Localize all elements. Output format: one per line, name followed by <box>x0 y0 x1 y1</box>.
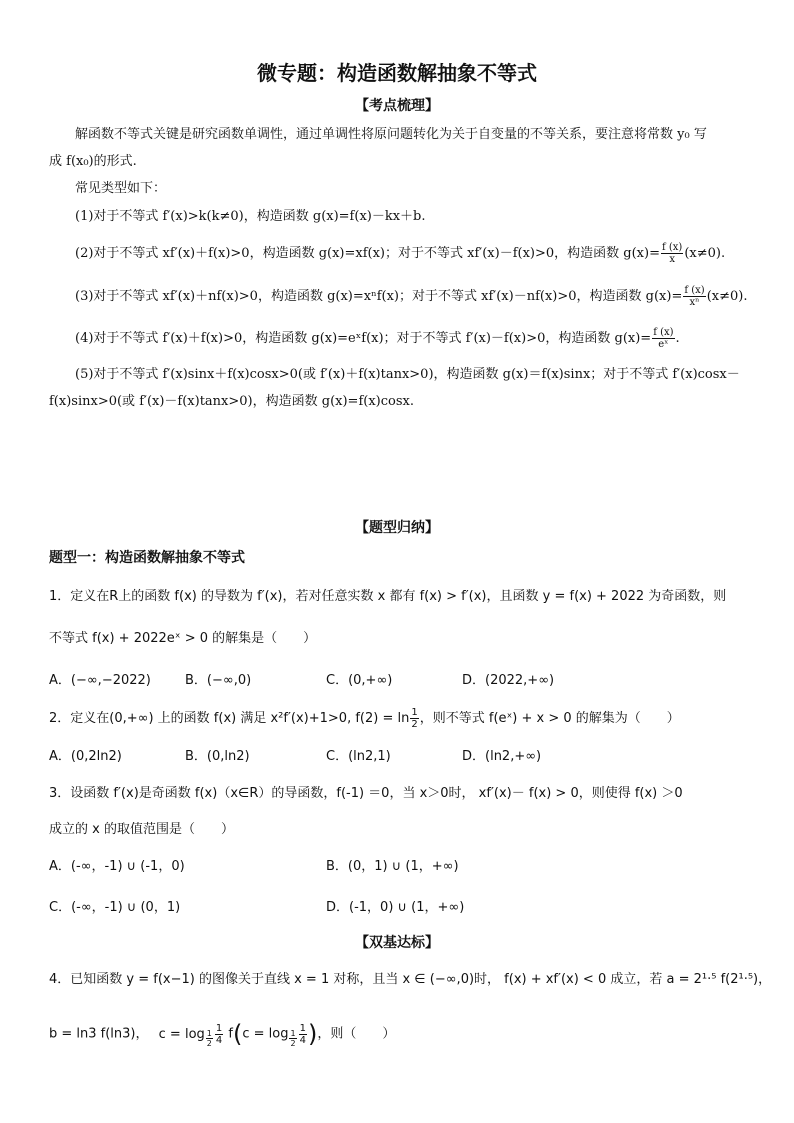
fraction-denominator: xⁿ <box>689 297 700 308</box>
question-4-line-1: 4．已知函数 y = f(x−1) 的图像关于直线 x = 1 对称，且当 x ∈ (−∞,0)时， f(x) + xf′(x) < 0 成立，若 a = 2¹·⁵ f(2¹·⁵)， <box>49 972 772 987</box>
question-3-line-2: 成立的 x 的取值范围是（ ） <box>49 822 234 837</box>
fraction-denominator: 2 <box>206 1038 212 1048</box>
intro-line-2: 成 f(x₀)的形式. <box>49 154 137 169</box>
type-item-3-text: (3)对于不等式 xf′(x)＋nf(x)>0，构造函数 g(x)=xⁿf(x)；对于不等式 xf′(x)－nf(x)>0，构造函数 g(x)= <box>75 289 683 304</box>
q1-option-d: D．(2022,+∞) <box>462 673 555 688</box>
fraction-numerator: 1 <box>299 1022 306 1034</box>
type-item-4-fraction <box>652 327 674 350</box>
fraction-denominator: 4 <box>299 1034 306 1046</box>
section-heading-tixing: 【题型归纳】 <box>355 520 439 536</box>
section-heading-kaodian: 【考点梳理】 <box>355 98 439 114</box>
intro-line-1: 解函数不等式关键是研究函数单调性，通过单调性将原问题转化为关于自变量的不等关系，要注意将常数 y₀ 写 <box>75 127 707 142</box>
q4-inner-log: c = log <box>242 1026 289 1042</box>
question-4-line-2 <box>49 1020 395 1048</box>
q4-inner-log-argument <box>299 1023 307 1046</box>
q4-log-base <box>206 1029 213 1048</box>
question-1-line-2: 不等式 f(x) + 2022eˣ > 0 的解集是（ ） <box>49 631 317 646</box>
q2-option-a: A．(0,2ln2) <box>49 749 122 764</box>
fraction-numerator: f (x) <box>684 285 705 296</box>
q4-inner-log-base <box>289 1029 296 1048</box>
q3-option-a: A．(-∞，-1) ∪ (-1，0) <box>49 859 185 874</box>
q4-left-paren: ( <box>232 1020 243 1048</box>
type-item-4-text: (4)对于不等式 f′(x)＋f(x)>0，构造函数 g(x)=eˣf(x)；对于不等式 f′(x)－f(x)>0，构造函数 g(x)= <box>75 331 652 346</box>
fraction-numerator: 1 <box>215 1022 223 1034</box>
fraction-numerator: 1 <box>411 707 418 718</box>
type-item-3-tail: (x≠0). <box>706 289 748 304</box>
q3-option-d: D．(-1，0) ∪ (1，+∞) <box>326 900 465 915</box>
question-1-line-1: 1．定义在R上的函数 f(x) 的导数为 f′(x)，若对任意实数 x 都有 f(x) > f′(x)，且函数 y = f(x) + 2022 为奇函数，则 <box>49 589 727 604</box>
q4-log-argument <box>215 1023 223 1046</box>
fraction-denominator: 2 <box>290 1038 296 1048</box>
q1-option-a: A．(−∞,−2022) <box>49 673 151 688</box>
type-item-2-text: (2)对于不等式 xf′(x)＋f(x)>0，构造函数 g(x)=xf(x)；对于不等式 xf′(x)－f(x)>0，构造函数 g(x)= <box>75 246 660 261</box>
type-item-4-tail: . <box>675 331 680 346</box>
common-types-label: 常见类型如下： <box>75 181 167 196</box>
type-item-5-line-2: f(x)sinx>0(或 f′(x)－f(x)tanx>0)，构造函数 g(x)=f(x)cosx. <box>49 394 414 409</box>
fraction-denominator: 4 <box>215 1034 223 1046</box>
q4-b-expression: b = ln3 f(ln3)， <box>49 1026 149 1042</box>
q4-c-label: c = log <box>158 1026 205 1042</box>
q4-tail: ，则（ ） <box>317 1026 396 1042</box>
type-item-2 <box>75 242 725 265</box>
fraction-denominator: eˣ <box>658 339 669 350</box>
question-2-tail: ，则不等式 f(eˣ) + x > 0 的解集为（ ） <box>419 711 680 726</box>
type-item-5-line-1: (5)对于不等式 f′(x)sinx＋f(x)cosx>0(或 f′(x)＋f(x)tanx>0)，构造函数 g(x)＝f(x)sinx；对于不等式 f′(x)cosx－ <box>75 367 740 382</box>
q2-option-d: D．(ln2,+∞) <box>462 749 542 764</box>
q4-right-paren: ) <box>307 1020 318 1048</box>
q2-option-c: C．(ln2,1) <box>326 749 391 764</box>
question-2 <box>49 707 680 730</box>
type-item-1: (1)对于不等式 f′(x)>k(k≠0)，构造函数 g(x)=f(x)－kx＋b. <box>75 209 426 224</box>
q3-option-b: B．(0，1) ∪ (1，+∞) <box>326 859 459 874</box>
q3-option-c: C．(-∞，-1) ∪ (0，1) <box>49 900 181 915</box>
question-2-text: 2．定义在(0,+∞) 上的函数 f(x) 满足 x²f′(x)+1>0, f(2) = ln <box>49 711 410 726</box>
type-item-2-tail: (x≠0). <box>684 246 726 261</box>
fraction-numerator: f (x) <box>661 242 683 253</box>
question-type-1-heading: 题型一：构造函数解抽象不等式 <box>49 550 245 566</box>
fraction-numerator: 1 <box>290 1028 296 1038</box>
type-item-3-fraction <box>683 285 705 308</box>
fraction-numerator: f (x) <box>653 327 674 338</box>
question-3-line-1: 3．设函数 f′(x)是奇函数 f(x)（x∈R）的导函数，f(-1) ＝0，当 x＞0时， xf′(x)－ f(x) > 0，则使得 f(x) ＞0 <box>49 786 683 801</box>
page-title: 微专题：构造函数解抽象不等式 <box>257 61 537 85</box>
type-item-4 <box>75 327 680 350</box>
question-2-fraction <box>410 707 418 730</box>
q2-option-b: B．(0,ln2) <box>185 749 250 764</box>
q1-option-b: B．(−∞,0) <box>185 673 252 688</box>
section-heading-shuangji: 【双基达标】 <box>355 935 439 951</box>
q1-option-c: C．(0,+∞) <box>326 673 393 688</box>
fraction-denominator: x <box>669 254 675 265</box>
q4-function-f: f <box>228 1026 233 1042</box>
type-item-3 <box>75 285 747 308</box>
fraction-denominator: 2 <box>411 719 418 730</box>
type-item-2-fraction <box>661 242 683 265</box>
fraction-numerator: 1 <box>206 1028 212 1038</box>
